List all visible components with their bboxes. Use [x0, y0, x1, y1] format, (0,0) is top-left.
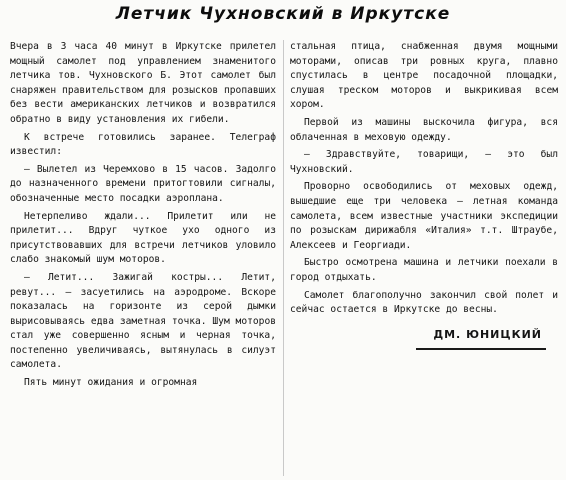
article-column-right [290, 40, 558, 350]
article-paragraph: — Летит... Зажигай костры... Летит, ревут... — засуетились на аэродроме. Вскоре показалась на горизонте из серой дымки вырисовываясь едва заметная точка. Шум моторов стал уже совершенно ясным и черная точка, постепенно увеличиваясь, вытянулась в силуэт самолета. [10, 271, 276, 371]
article-paragraph: К встрече готовились заранее. Телеграф известил: [10, 131, 276, 158]
article-paragraph: стальная птица, снабженная двумя мощными моторами, описав три ровных круга, плавно спустилась в центре посадочной площадки, слушая треском моторов и выкрикивая всем хором. [290, 41, 558, 111]
article-paragraph: Первой из машины выскочила фигура, вся облаченная в меховую одежду. [290, 116, 558, 143]
article-headline: Летчик Чухновский в Иркутске [115, 4, 451, 24]
signature-rule [416, 348, 546, 350]
article-paragraph: Быстро осмотрена машина и летчики поехали в город отдыхать. [290, 257, 558, 283]
article-paragraph: — Вылетел из Черемхово в 15 часов. Задолго до назначенного времени притогтовили сигналы, обозначенные место посадки аэроплана. [10, 163, 276, 204]
article-paragraph: Проворно освободились от меховых одежд, вышедшие еще три человека — летная команда самолета, всем известные участники экспедиции по розыскам дирижабля «Италия» т.т. Штраубе, Алексеев и Георгиади. [290, 181, 558, 251]
article-paragraph: Самолет благополучно закончил свой полет и сейчас остается в Иркутске до весны. [290, 289, 558, 316]
column-divider [283, 40, 284, 476]
article-paragraph: Вчера в 3 часа 40 минут в Иркутске прилетел мощный самолет под управлением знаменитого летчика тов. Чухновского Б. Этот самолет был снаряжен правительством для розысков пропавших без вести американских летчиков и возвратился обратно в виду установления их гибели. [10, 41, 276, 125]
article-paragraph: — Здравствуйте, товарищи, — это был Чухновский. [290, 149, 558, 175]
article-paragraph: Нетерпеливо ждали... Прилетит или не прилетит... Вдруг чуткое ухо одного из присутствовавших для встречи летчиков уловило слабо знакомый шум моторов. [10, 210, 276, 266]
article-paragraph: Пять минут ожидания и огромная [24, 377, 198, 389]
article-column-left [10, 40, 276, 394]
author-signature: ДМ. ЮНИЦКИЙ [433, 327, 542, 341]
